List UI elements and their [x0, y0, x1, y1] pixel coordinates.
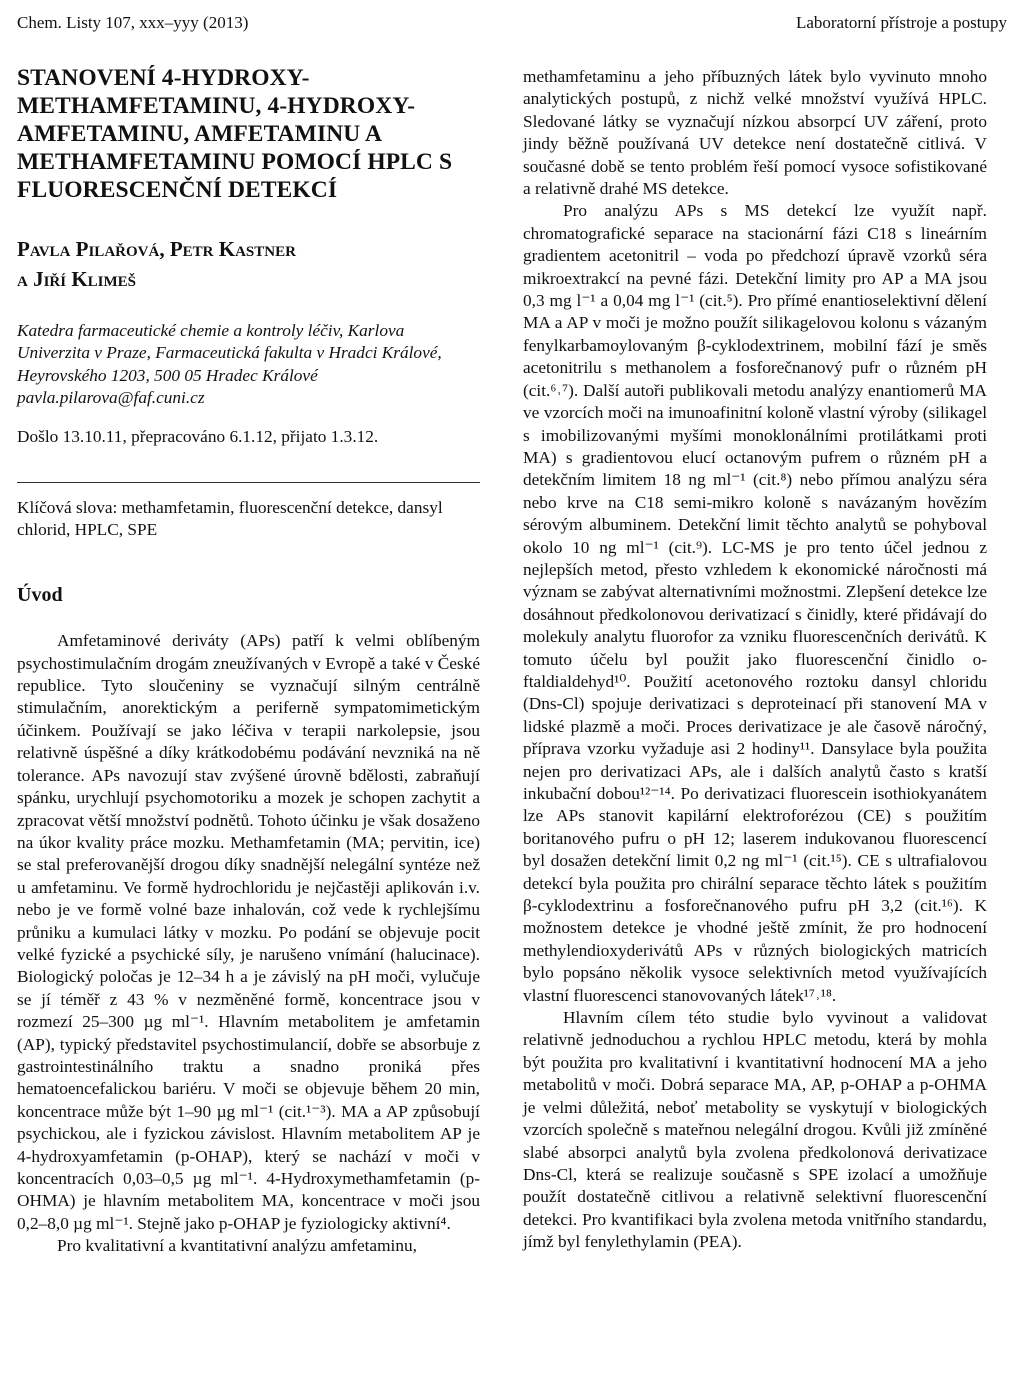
- journal-citation: Chem. Listy 107, xxx–yyy (2013): [17, 13, 249, 32]
- authors-line-2: a Jiří Klimeš: [17, 267, 137, 291]
- paragraph: Amfetaminové deriváty (APs) patří k velmi oblíbeným psychostimulačním drogám zneužívaných v Evropě a také v České republice. Tyto sloučeniny se vyznačují silným centrálně stimulačním, anorektickým a periferně sympatomimetickým účinkem. Používají se jako léčiva v terapii narkolepsie, jsou relativně úspěšné a díky krátkodobému podávání nevzniká na ně tolerance. APs navozují stav zvýšené úrovně bdělosti, zabraňují spánku, urychlují psychomotoriku a mozek je schopen zachytit a zpracovat větší množství podnětů. Tohoto účinku je však dosaženo na úkor kvality práce mozku. Methamfetamin (MA; pervitin, ice) se stal preferovanější drogou díky snadnější nelegální syntéze než u amfetaminu. Ve formě hydrochloridu je nejčastěji aplikován i.v. nebo je ve formě volné baze inhalován, což vede k rychlejšímu průniku a kumulaci látky v mozku. Po podání se objevuje pocit velké fyzické a psychické síly, je narušeno vnímání (halucinace). Biologický poločas je 12–34 h a je závislý na pH moči, vylučuje se jí téměř z 43 % v nezměněné formě, koncentrace jsou v rozmezí 25–300 µg ml⁻¹. Hlavním metabolitem je amfetamin (AP), typický představitel psychostimulancií, dobře se absorbuje z gastrointestinálního traktu a snadno proniká přes hematoencefalickou bariéru. V moči se objevuje během 20 min, koncentrace může být 1–90 µg ml⁻¹ (cit.¹⁻³). MA a AP způsobují psychickou, ale i fyzickou závislost. Hlavním metabolitem AP je 4-hydroxyamfetamin (p-OHAP), který se nachází v moči v koncentracích 0,03–0,5 µg ml⁻¹. 4-Hydroxymethamfetamin (p-OHMA) je hlavním metabolitem MA, koncentrace v moči jsou 0,2–8,0 µg ml⁻¹. Stejně jako p-OHAP je fyziologicky aktivní⁴.: [17, 631, 480, 1233]
- right-column: [523, 66, 987, 1254]
- paragraph: methamfetaminu a jeho příbuzných látek bylo vyvinuto mnoho analytických postupů, z nichž velké množství využívá HPLC. Sledované látky se vyznačují nízkou absorpcí UV záření, proto jindy běžně používaná UV detekce není dostatečně citlivá. V současné době se tento problém řeší pomocí vysoce sofistikované a relativně drahé MS detekce.: [523, 67, 987, 199]
- paragraph: Pro kvalitativní a kvantitativní analýzu amfetaminu,: [57, 1236, 417, 1256]
- section-heading: Úvod: [17, 583, 63, 606]
- received-dates: Došlo 13.10.11, přepracováno 6.1.12, přijato 1.3.12.: [17, 426, 379, 446]
- paragraph: Hlavním cílem této studie bylo vyvinout a validovat relativně jednoduchou a rychlou HPLC metodu, která by mohla být použita pro kvalitativní i kvantitativní hodnocení MA a jeho metabolitů v moči. Dobrá separace MA, AP, p-OHAP a p-OHMA je velmi důležitá, neboť metabolity se vyskytují v biologických vzorcích společně s mateřnou nelegální drogou. Kvůli již zmíněné slabé absorpci analytů byla zvolena předkolonová derivatizace Dns-Cl, která se realizuje současně s SPE izolací a umožňuje použít dostatečně citlivou a relativně selektivní fluorescenční detekci. Pro kvantifikaci byla zvolena metoda vnitřního standardu, jímž byl fenylethylamin (PEA).: [523, 1008, 987, 1252]
- running-head: [17, 10, 1007, 36]
- affiliation: Katedra farmaceutické chemie a kontroly léčiv, Karlova Univerzita v Praze, Farmaceutická fakulta v Hradci Králové, Heyrovského 1203, 500 05 Hradec Králové: [17, 321, 442, 385]
- paragraph: Pro analýzu APs s MS detekcí lze využít např. chromatografické separace na stacionární fázi C18 s lineárním gradientem acetonitril – voda po předchozí úpravě vzorků séra mikroextrakcí na pevné fázi. Detekční limity pro AP a MA jsou 0,3 mg l⁻¹ a 0,04 mg l⁻¹ (cit.⁵). Pro přímé enantioselektivní dělení MA a AP v moči je možno použít silikagelovou kolonu s vázaným fenylkarbamoylovaným β-cyklodextrinem, mobilní fází je směs acetonitrilu s methanolem a fosforečnanový pufr o různém pH (cit.⁶˒⁷). Další autoři publikovali metodu analýzy enantiomerů MA ve vzorcích moči na imunoafinitní koloně vlastní výroby (silikagel s imobilizovanými myšími monoklonálními protilátkami proti MA) s gradientovou elucí octanovým pufrem o různém pH a detekčním limitem 18 ng ml⁻¹ (cit.⁸) nebo přímou analýzu séra nebo krve na C18 semi-mikro koloně s navázaným hovězím sérovým albuminem. Detekční limit těchto analytů se pohyboval okolo 10 ng ml⁻¹ (cit.⁹). LC-MS je pro tento účel jednou z nejlepších metod, přesto vzhledem k ekonomické náročnosti má význam se zabývat alternativními možnostmi. Zlepšení detekce lze dosáhnout předkolonovou derivatizací s činidly, které přidávají do molekuly analytu fluorofor za vzniku fluorescenčních derivátů. K tomuto účelu byl použit jako fluorescenční činidlo o-ftaldialdehyd¹⁰. Použití acetonového roztoku dansyl chloridu (Dns-Cl) spojuje derivatizaci s deproteinací při stanovení MA v lidské plazmě a moči. Proces derivatizace je ale časově náročný, příprava vzorku vyžaduje asi 2 hodiny¹¹. Dansylace byla použita nejen pro derivatizaci APs, ale i dalších analytů často s kratší inkubační dobou¹²⁻¹⁴. Po derivatizaci fluorescein isothiokyanátem lze APs stanovit kapilární elektroforézou (CE) s použitím boritanového pufru o pH 12; laserem indukovanou fluorescencí byl dosažen detekční limit 0,2 ng ml⁻¹ (cit.¹⁵). CE s ultrafialovou detekcí byla použita pro chirální separace těchto látek s použitím β-cyklodextrinu a fosforečnanového pufru pH 3,2 (cit.¹⁶). K možnostem detekce je vhodné ještě zmínit, že pro hodnocení methylendioxyderivátů APs v různých biologických matricích bylo popsáno několik vysoce selektivních metod využívajících vlastní fluorescenci stanovovaných látek¹⁷˒¹⁸.: [523, 201, 987, 1005]
- authors: [17, 234, 480, 294]
- email-link[interactable]: pavla.pilarova@faf.cuni.cz: [17, 388, 205, 408]
- affiliation-block: [17, 320, 480, 410]
- article-title: STANOVENÍ 4-HYDROXY-METHAMFETAMINU, 4-HYDROXY-AMFETAMINU, AMFETAMINU A METHAMFETAMINU POMOCÍ HPLC S FLUORESCENČNÍ DETEKCÍ: [17, 65, 453, 203]
- left-column: [17, 64, 480, 1258]
- divider: [17, 482, 480, 483]
- keywords: Klíčová slova: methamfetamin, fluorescenční detekce, dansyl chlorid, HPLC, SPE: [17, 498, 443, 540]
- authors-line-1: Pavla Pilařová, Petr Kastner: [17, 237, 296, 261]
- section-label: Laboratorní přístroje a postupy: [795, 13, 1007, 32]
